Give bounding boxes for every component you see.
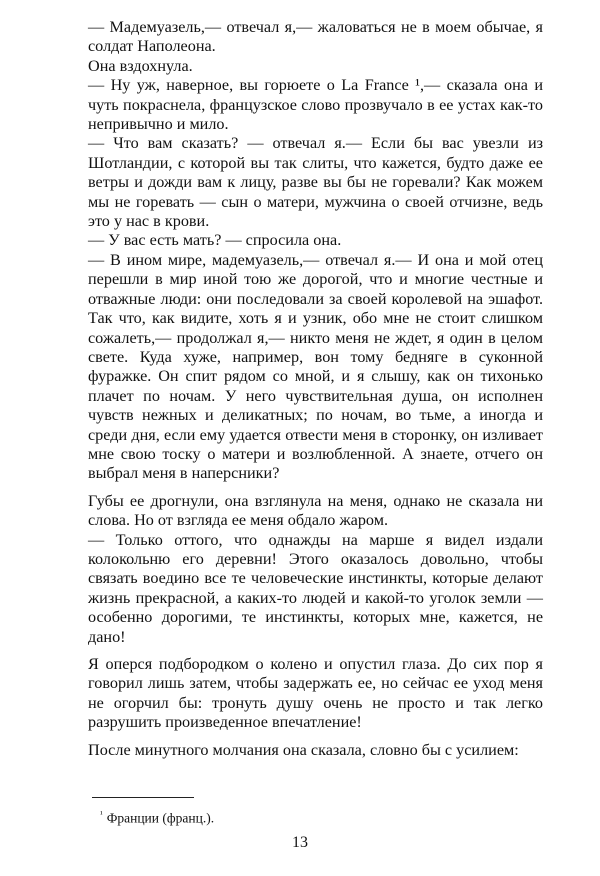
paragraph: Она вздохнула. [88,56,193,75]
paragraph: Губы ее дрогнули, она взглянула на меня, однако не сказала ни слова. Но от взгляда ее меня обдало жаром. [88,491,543,530]
paragraph: — Ну уж, наверное, вы горюете о La France ¹,— сказала она и чуть покраснела, французское слово прозвучало в ее устах как-то непривычно и мило. [88,76,543,134]
body-text [88,18,543,760]
page-number: 13 [292,834,308,851]
footnote-mark: ¹ [100,809,103,819]
paragraph: — В ином мире, мадемуазель,— отвечал я.— И она и мой отец перешли в мир иной тою же дорогой, что и многие честные и отважные люди: они последовали за своей королевой на эшафот. Так что, как видите, хоть я и узник, обо мне не стоит слишком сожалеть,— продолжал я,— никто меня не ждет, я один в целом свете. Куда хуже, например, вон тому бедняге в суконной фуражке. Он спит рядом со мной, и я слышу, как он тихонько плачет по ночам. У него чувствительная душа, он исполнен чувств нежных и деликатных; по ночам, во тьме, а иногда и среди дня, если ему удается отвести меня в сторонку, он изливает мне свою тоску о матери и возлюбленной. А знаете, отчего он выбрал меня в наперсники? [88,250,543,483]
footnote [100,806,214,827]
paragraph: Я оперся подбородком о колено и опустил глаза. До сих пор я говорил лишь затем, чтобы задержать ее, но сейчас ее уход меня не огорчил бы: тронуть душу очень не просто и так легко разрушить произведенное впечатление! [88,655,543,732]
paragraph: — У вас есть мать? — спросила она. [88,231,342,250]
paragraph: — Мадемуазель,— отвечал я,— жаловаться не в моем обычае, я солдат Наполеона. [88,18,543,56]
footnote-divider [92,797,194,798]
paragraph: — Только оттого, что однажды на марше я видел издали колокольню его деревни! Этого оказалось довольно, чтобы связать воедино все те человеческие инстинкты, которые делают жизнь прекрасной, а каких-то людей и какой-то уголок земли — особенно дорогими, те инстинкты, которых мне, кажется, не дано! [88,530,543,646]
paragraph: После минутного молчания она сказала, словно бы с усилием: [88,740,519,759]
paragraph: — Что вам сказать? — отвечал я.— Если бы вас увезли из Шотландии, с которой вы так слиты, что кажется, будто даже ее ветры и дожди вам к лицу, разве вы бы не горевали? Как можем мы не горевать — сын о матери, мужчина о своей отчизне, ведь это у нас в крови. [88,134,543,231]
footnote-text: Франции (франц.). [106,810,215,826]
